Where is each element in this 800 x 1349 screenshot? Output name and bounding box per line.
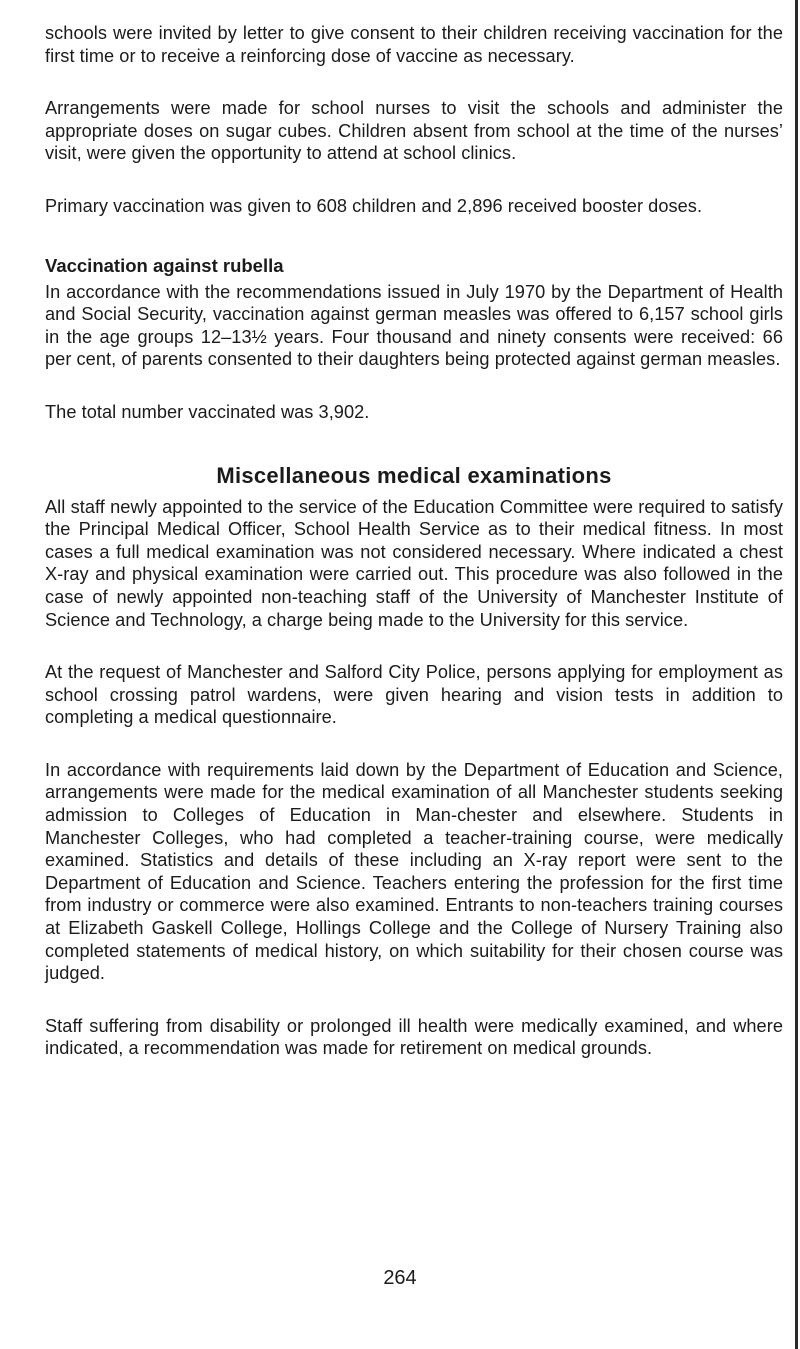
paragraph-primary-vaccination: Primary vaccination was given to 608 children and 2,896 received booster doses. [45, 195, 703, 216]
heading-rubella: Vaccination against rubella [45, 254, 284, 276]
heading-miscellaneous-examinations: Miscellaneous medical examinations [216, 462, 612, 488]
paragraph-education-requirements: In accordance with requirements laid down by the Department of Education and Science, arrangements were made for the medical examination of all Manchester students seeking admission to Colleges of Education in Man-chester and elsewhere. Students in Manchester Colleges, who had completed a teacher-training course, were medically examined. Statistics and details of these including an X-ray report were sent to the Department of Education and Science. Teachers entering the profession for the first time from industry or commerce were also examined. Entrants to non-teachers training courses at Elizabeth Gaskell College, Hollings College and the College of Nursery Training also completed statements of medical history, on which suitability for their chosen course was judged. [45, 759, 783, 984]
paragraph-staff-disability: Staff suffering from disability or prolonged ill health were medically examined, and where indicated, a recommendation was made for retirement on medical grounds. [45, 1015, 783, 1059]
scan-edge-line [795, 0, 798, 1349]
document-page [45, 22, 783, 1060]
paragraph-police-request: At the request of Manchester and Salford City Police, persons applying for employment as school crossing patrol wardens, were given hearing and vision tests in addition to completing a medical questionnaire. [45, 662, 783, 728]
paragraph-arrangements: Arrangements were made for school nurses to visit the schools and administer the appropriate doses on sugar cubes. Children absent from school at the time of the nurses’ visit, were given the opportunity to attend at school clinics. [45, 98, 783, 164]
paragraph-consent: schools were invited by letter to give consent to their children receiving vaccination for the first time or to receive a reinforcing dose of vaccine as necessary. [45, 23, 783, 66]
paragraph-rubella-total: The total number vaccinated was 3,902. [45, 401, 370, 422]
page-number: 264 [383, 1267, 417, 1289]
paragraph-staff-appointed: All staff newly appointed to the service of the Education Committee were required to satisfy the Principal Medical Officer, School Health Service as to their medical fitness. In most cases a full medical examination was not considered necessary. Where indicated a chest X-ray and physical examination were carried out. This procedure was also followed in the case of newly appointed non-teaching staff of the University of Manchester Institute of Science and Technology, a charge being made to the University for this service. [45, 496, 783, 630]
paragraph-rubella-recommendations: In accordance with the recommendations issued in July 1970 by the Department of Health and Social Security, vaccination against german measles was offered to 6,157 school girls in the age groups 12–13½ years. Four thousand and ninety consents were received: 66 per cent, of parents consented to their daughters being protected against german measles. [45, 281, 783, 370]
